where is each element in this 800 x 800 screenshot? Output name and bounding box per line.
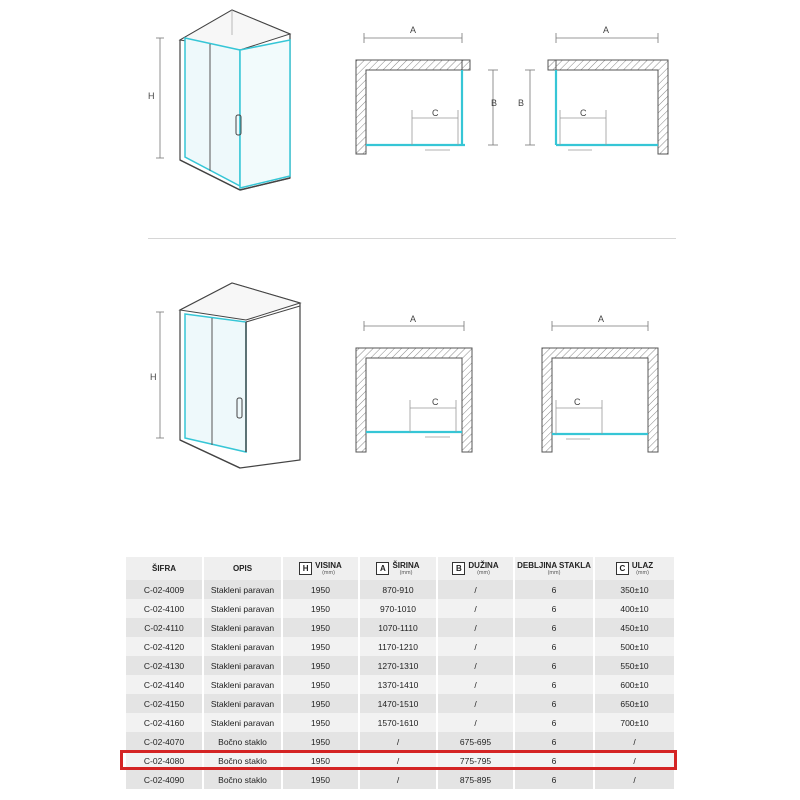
width-label-bottom-left: A xyxy=(410,314,417,324)
cell-debljina: 6 xyxy=(515,732,595,751)
cell-sifra: C-02-4160 xyxy=(126,713,204,732)
cell-ulaz: 600±10 xyxy=(595,675,674,694)
cell-visina: 1950 xyxy=(283,770,360,789)
table-row xyxy=(126,694,674,713)
cell-sirina: 1370-1410 xyxy=(360,675,438,694)
cell-opis: Stakleni paravan xyxy=(204,694,283,713)
cell-sirina: 1070-1110 xyxy=(360,618,438,637)
cell-opis: Stakleni paravan xyxy=(204,656,283,675)
cell-visina: 1950 xyxy=(283,675,360,694)
cell-duzina: / xyxy=(438,599,515,618)
table-row xyxy=(126,580,674,599)
cell-ulaz: / xyxy=(595,732,674,751)
cell-visina: 1950 xyxy=(283,618,360,637)
entry-label-top-left: C xyxy=(432,108,439,118)
cell-visina: 1950 xyxy=(283,580,360,599)
cell-duzina: / xyxy=(438,580,515,599)
cell-sifra: C-02-4140 xyxy=(126,675,204,694)
cell-sirina: / xyxy=(360,732,438,751)
cell-opis: Stakleni paravan xyxy=(204,637,283,656)
table-row xyxy=(126,618,674,637)
width-label-top-left: A xyxy=(410,25,417,35)
header-visina: H VISINA (mm) xyxy=(283,557,360,580)
cell-duzina: 875-895 xyxy=(438,770,515,789)
entry-label-bottom-right: C xyxy=(574,397,581,407)
height-label-top: H xyxy=(148,91,155,101)
cell-opis: Bočno staklo xyxy=(204,751,283,770)
cell-sifra: C-02-4130 xyxy=(126,656,204,675)
cell-sirina: / xyxy=(360,770,438,789)
table-row xyxy=(126,732,674,751)
cell-debljina: 6 xyxy=(515,770,595,789)
header-opis: OPIS xyxy=(204,557,283,580)
cell-visina: 1950 xyxy=(283,732,360,751)
cell-debljina: 6 xyxy=(515,713,595,732)
table-row xyxy=(126,675,674,694)
cell-duzina: 675-695 xyxy=(438,732,515,751)
cell-ulaz: 550±10 xyxy=(595,656,674,675)
header-sifra: ŠIFRA xyxy=(126,557,204,580)
cell-ulaz: 400±10 xyxy=(595,599,674,618)
depth-icon: B xyxy=(452,562,465,575)
plan-view-bottom-left xyxy=(356,321,472,452)
cell-ulaz: 650±10 xyxy=(595,694,674,713)
entry-icon: C xyxy=(616,562,629,575)
cell-visina: 1950 xyxy=(283,656,360,675)
cell-debljina: 6 xyxy=(515,694,595,713)
table-row xyxy=(126,637,674,656)
cell-visina: 1950 xyxy=(283,637,360,656)
header-ulaz: C ULAZ (mm) xyxy=(595,557,674,580)
cell-ulaz: / xyxy=(595,751,674,770)
width-label-top-right: A xyxy=(603,25,610,35)
cell-duzina: / xyxy=(438,618,515,637)
cell-duzina: 775-795 xyxy=(438,751,515,770)
section-divider xyxy=(148,238,676,239)
cell-sifra: C-02-4150 xyxy=(126,694,204,713)
cell-sifra: C-02-4080 xyxy=(126,751,204,770)
cell-sirina: 1170-1210 xyxy=(360,637,438,656)
cell-debljina: 6 xyxy=(515,599,595,618)
cell-opis: Stakleni paravan xyxy=(204,580,283,599)
cell-sirina: 1570-1610 xyxy=(360,713,438,732)
cell-opis: Bočno staklo xyxy=(204,732,283,751)
cell-debljina: 6 xyxy=(515,751,595,770)
cell-sifra: C-02-4070 xyxy=(126,732,204,751)
cell-visina: 1950 xyxy=(283,751,360,770)
cell-sirina: 970-1010 xyxy=(360,599,438,618)
table-row xyxy=(126,770,674,789)
width-label-bottom-right: A xyxy=(598,314,605,324)
cell-visina: 1950 xyxy=(283,599,360,618)
plan-view-top-right xyxy=(525,33,668,154)
height-icon: H xyxy=(299,562,312,575)
cell-sifra: C-02-4110 xyxy=(126,618,204,637)
depth-label-top-left: B xyxy=(491,98,498,108)
cell-visina: 1950 xyxy=(283,694,360,713)
plan-view-top-left xyxy=(356,33,498,154)
cell-duzina: / xyxy=(438,713,515,732)
cell-debljina: 6 xyxy=(515,580,595,599)
table-header-row xyxy=(126,557,674,580)
table-row xyxy=(126,656,674,675)
shower-3d-view-bottom xyxy=(156,283,300,468)
cell-opis: Stakleni paravan xyxy=(204,675,283,694)
entry-label-top-right: C xyxy=(580,108,587,118)
cell-sifra: C-02-4100 xyxy=(126,599,204,618)
cell-debljina: 6 xyxy=(515,618,595,637)
cell-sifra: C-02-4090 xyxy=(126,770,204,789)
cell-ulaz: / xyxy=(595,770,674,789)
header-debljina: DEBLJINA STAKLA (mm) xyxy=(515,557,595,580)
cell-opis: Bočno staklo xyxy=(204,770,283,789)
header-sirina: A ŠIRINA (mm) xyxy=(360,557,438,580)
plan-view-bottom-right xyxy=(542,321,658,452)
cell-duzina: / xyxy=(438,656,515,675)
shower-3d-view-top xyxy=(156,10,290,190)
cell-debljina: 6 xyxy=(515,675,595,694)
cell-sirina: 1470-1510 xyxy=(360,694,438,713)
width-icon: A xyxy=(376,562,389,575)
cell-sifra: C-02-4009 xyxy=(126,580,204,599)
cell-opis: Stakleni paravan xyxy=(204,713,283,732)
cell-opis: Stakleni paravan xyxy=(204,618,283,637)
header-duzina: B DUŽINA (mm) xyxy=(438,557,515,580)
depth-label-top-right: B xyxy=(518,98,525,108)
cell-sirina: / xyxy=(360,751,438,770)
table-row xyxy=(126,599,674,618)
cell-ulaz: 450±10 xyxy=(595,618,674,637)
cell-duzina: / xyxy=(438,694,515,713)
cell-visina: 1950 xyxy=(283,713,360,732)
cell-sirina: 1270-1310 xyxy=(360,656,438,675)
cell-duzina: / xyxy=(438,637,515,656)
cell-ulaz: 350±10 xyxy=(595,580,674,599)
cell-ulaz: 700±10 xyxy=(595,713,674,732)
cell-opis: Stakleni paravan xyxy=(204,599,283,618)
cell-sirina: 870-910 xyxy=(360,580,438,599)
cell-sifra: C-02-4120 xyxy=(126,637,204,656)
entry-label-bottom-left: C xyxy=(432,397,439,407)
height-label-bottom: H xyxy=(150,372,157,382)
cell-debljina: 6 xyxy=(515,656,595,675)
cell-duzina: / xyxy=(438,675,515,694)
table-row xyxy=(126,713,674,732)
cell-debljina: 6 xyxy=(515,637,595,656)
highlighted-row-frame xyxy=(120,750,677,770)
cell-ulaz: 500±10 xyxy=(595,637,674,656)
